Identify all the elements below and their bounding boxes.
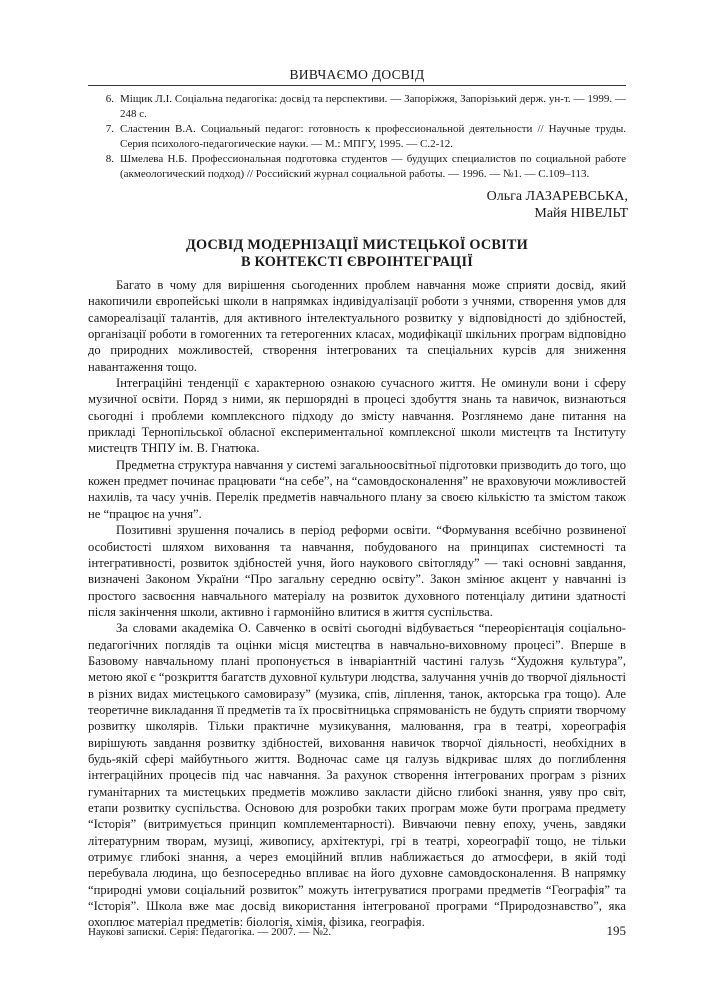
article-title-line: В КОНТЕКСТІ ЄВРОІНТЕГРАЦІЇ <box>241 254 473 270</box>
running-header: ВИВЧАЄМО ДОСВІД <box>289 67 425 82</box>
reference-list <box>88 92 626 182</box>
reference-text: Шмелева Н.Б. Профессиональная подготовка студентов — будущих специалистов по социальной работе (акмеологический подход) // Российский журнал социальной работы. — 1996. — №1. — С.109–113. <box>120 153 626 180</box>
body-paragraph: Багато в чому для вирішення сьогоденних проблем навчання може сприяти досвід, який накопичили європейські школи в напрямках індивідуалізації роботи з учнями, створення умов для самореалізації талантів, для активного інтелектуального розвитку у відповідності до здібностей, організації роботи в гомогенних та гетерогенних класах, модифікації шкільних програм відповідно до природних можливостей, створення інтегрованих та спеціальних курсів для зниження навантаження тощо. <box>88 278 626 374</box>
reference-item <box>88 92 626 122</box>
body-paragraph: За словами академіка О. Савченко в освіті сьогодні відбувається “переорієнтація соціально-педагогічних поглядів та оцінки місця мистецтва в навчально-виховному процесі”. Вперше в Базовому навчальному плані пропонується в інваріантній частині галузь “Художня культура”, метою якої є “розкриття багатств духовної культури людства, залучання учнів до творчої діяльності в різних видах мистецького самовиразу” (музика, спів, ліплення, танок, акторська гра тощо). Але теоретичне викладання її предметів та їх просвітницька спрямованість не будуть сприяти творчому розвитку школярів. Тільки практичне музикування, малювання, гра в театрі, хореографія вирішують завдання розвитку здібностей, виховання навичок творчої діяльності, необхідних в будь-якій сфері майбутнього життя. Водночас саме ця галузь відкриває шлях до поглиблення інтеграційних процесів під час навчання. За рахунок створення інтегрованих програм з різних гуманітарних та мистецьких предметів можливо закласти дійсно глибокі знання, уяву про світ, етапи розвитку суспільства. Основою для розробки таких програм може бути програма предмету “Історія” (витримується принцип комплементарності). Вивчаючи певну епоху, учень, завдяки літературним творам, музиці, живопису, архітектурі, грі в театрі, хореографії тощо, не тільки отримує глибокі знання, а через емоційний вплив наближається до атмосфери, в якій тоді перебувала людина, що безпосередньо впливає на його духовне самовдосконалення. В напрямку “природні умови соціальний розвиток” можуть інтегруватися програми предметів “Географія” та “Історія”. Школа вже має досвід використання інтегрованої програми “Природознавство”, яка охоплює матеріал предметів: біологія, хімія, фізика, географія. <box>88 621 626 930</box>
header-divider <box>88 85 626 86</box>
author-name: Майя НІВЕЛЬТ <box>534 206 628 221</box>
reference-item <box>88 152 626 182</box>
body-paragraph: Інтеграційні тенденції є характерною ознакою сучасного життя. Не оминули вони і сферу музичної освіти. Поряд з ними, як першорядні в процесі здобуття знань та навичок, визнаються сьогодні і проблеми комплексного підходу до змісту навчання. Розглянемо дане питання на прикладі Тернопільської обласної експериментальної комплексної школи мистецтв та Інституту мистецтв ТНПУ ім. В. Гнатюка. <box>88 376 626 456</box>
reference-number: 6. <box>105 93 114 105</box>
article-title <box>88 237 626 271</box>
page-number: 195 <box>606 923 626 938</box>
reference-number: 7. <box>105 123 114 135</box>
reference-item <box>88 122 626 152</box>
reference-number: 8. <box>105 153 114 165</box>
page-footer <box>88 923 626 939</box>
author-name: Ольга ЛАЗАРЕВСЬКА, <box>486 189 628 204</box>
journal-citation: Наукові записки. Серія: Педагогіка. — 2007. — №2. <box>88 926 332 938</box>
body-paragraph: Позитивні зрушення почались в період реформи освіти. “Формування всебічно розвиненої особистості шляхом виховання та навчання, побудованого на принципах системності та інтегративності, розвиток здібностей учня, його наукового світогляду” — такі основні завдання, визначені Законом України “Про загальну середню освіту”. Закон змінює акцент у навчанні із простого засвоєння навчального матеріалу на розвиток духовного потенціалу дитини здатності після закінчення школи, активно і гармонійно влитися в життя суспільства. <box>88 523 626 619</box>
article-title-line: ДОСВІД МОДЕРНІЗАЦІЇ МИСТЕЦЬКОЇ ОСВІТИ <box>186 237 528 253</box>
reference-text: Міщик Л.І. Соціальна педагогіка: досвід та перспективи. — Запоріжжя, Запорізький держ. ун-т. — 1999. — 248 с. <box>120 93 626 120</box>
body-paragraph: Предметна структура навчання у системі загальноосвітньої підготовки призводить до того, що кожен предмет починає працювати “на себе”, на “самовдосконалення” не враховуючи можливостей нахилів, та часу учнів. Перелік предметів навчального плану за своєю кількістю та змістом також не “працює на учня”. <box>88 457 626 521</box>
article-authors <box>487 188 628 222</box>
article-body <box>88 277 626 931</box>
reference-text: Сластенин В.А. Социальный педагог: готовность к профессиональной деятельности // Научные труды. Серия психолого-педагогические науки. — М.: МПГУ, 1995. — С.2-12. <box>120 123 626 150</box>
